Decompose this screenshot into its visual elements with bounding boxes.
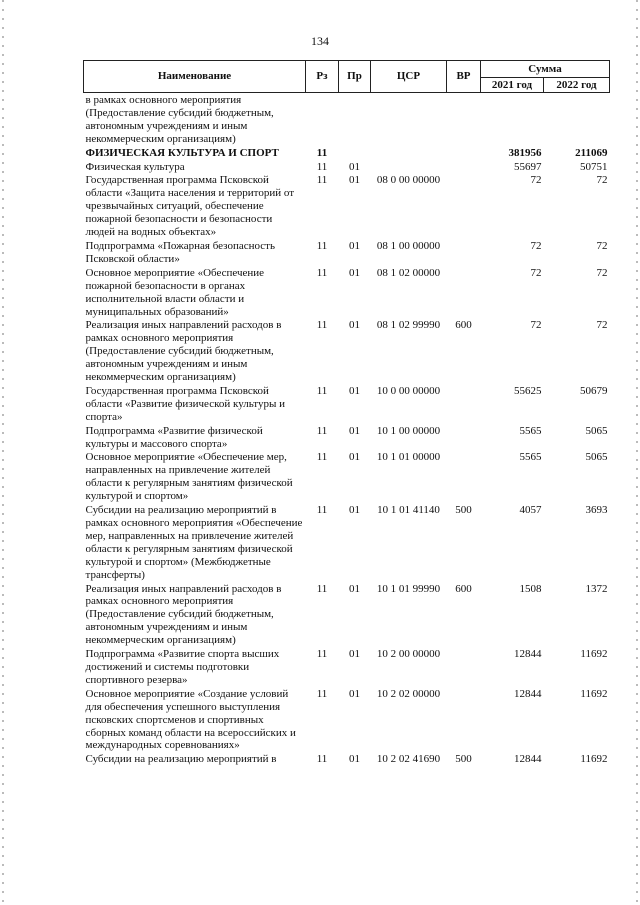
cell-csr: 10 2 02 00000 [376, 687, 441, 700]
cell-csr: 08 1 02 99990 [376, 319, 441, 332]
cell-rz: 11 [316, 239, 328, 252]
cell-csr: 10 1 01 00000 [376, 451, 441, 464]
cell-name: Основное мероприятие «Создание условий для обеспечения успешного выступления псковских спортсменов и спортивных сборных команд области на всероссийских и международных соревнованиях» [85, 687, 296, 752]
cell-vr [447, 687, 481, 753]
header-name: Наименование [84, 61, 306, 93]
cell-2021: 4057 [519, 504, 542, 517]
header-sum: Сумма [481, 61, 610, 78]
cell-2021: 12844 [514, 648, 542, 661]
cell-name: Подпрограмма «Развитие физической культуры и массового спорта» [85, 424, 263, 450]
cell-pr: 01 [349, 319, 360, 332]
cell-pr: 01 [349, 687, 360, 700]
table-row [84, 318, 610, 384]
cell-vr: 600 [455, 319, 472, 332]
table-row [84, 266, 610, 319]
cell-name: Подпрограмма «Развитие спорта высших достижений и системы подготовки спортивного резерва» [85, 648, 280, 686]
cell-csr: 10 1 00 00000 [376, 424, 441, 437]
header-year-2021: 2021 год [481, 78, 544, 93]
cell-2022: 3693 [585, 504, 608, 517]
cell-pr: 01 [349, 504, 360, 517]
page-number: 134 [311, 34, 329, 48]
cell-vr: 500 [455, 753, 472, 766]
table-row [84, 503, 610, 581]
cell-2022: 11692 [580, 753, 608, 766]
cell-2022: 50679 [580, 384, 608, 397]
cell-csr: 08 1 02 00000 [376, 266, 441, 279]
cell-rz: 11 [316, 424, 328, 437]
cell-name: в рамках основного мероприятия (Предоставление субсидий бюджетным, автономным учреждениям и иным некоммерческим организациям) [85, 94, 274, 145]
cell-vr [447, 93, 481, 146]
cell-rz: 11 [316, 174, 328, 187]
cell-2022: 5065 [585, 424, 608, 437]
cell-name: Государственная программа Псковской области «Защита населения и территорий от чрезвычайных ситуаций, обеспечение пожарной безопасности и безопасности людей на водных объектах» [85, 174, 295, 239]
header-csr: ЦСР [371, 61, 447, 93]
cell-name: Государственная программа Псковской области «Развитие физической культуры и спорта» [85, 384, 285, 423]
cell-2021: 72 [530, 174, 542, 187]
cell-2021: 55697 [514, 160, 542, 173]
cell-csr: 10 0 00 00000 [376, 384, 441, 397]
table-row [84, 647, 610, 687]
cell-rz: 11 [316, 504, 328, 517]
table-row [84, 239, 610, 266]
cell-pr [339, 146, 371, 160]
cell-rz: 11 [316, 146, 328, 159]
cell-name: Основное мероприятие «Обеспечение мер, направленных на привлечение жителей области к регулярным занятиям физической культурой и спортом» [85, 451, 293, 503]
cell-2022: 1372 [585, 582, 608, 595]
table-row [84, 384, 610, 424]
table-row [84, 173, 610, 239]
cell-vr [447, 239, 481, 266]
cell-csr [371, 93, 447, 146]
cell-vr [447, 450, 481, 503]
cell-2021: 1508 [519, 582, 542, 595]
table-row [84, 752, 610, 766]
cell-rz: 11 [316, 266, 328, 279]
cell-csr [371, 146, 447, 160]
table-row [84, 687, 610, 753]
cell-2021: 72 [530, 266, 542, 279]
cell-pr [339, 93, 371, 146]
cell-pr: 01 [349, 648, 360, 661]
cell-name: Субсидии на реализацию мероприятий в рамках основного мероприятия «Обеспечение мер, направленных на привлечение жителей области к регулярным занятиям физической культурой и спортом» (Межбюджетные трансферты) [85, 504, 303, 581]
cell-name: Подпрограмма «Пожарная безопасность Псковской области» [85, 239, 275, 265]
cell-name: Реализация иных направлений расходов в рамках основного мероприятия (Предоставление субсидий бюджетным, автономным учреждениям и иным некоммерческим организациям) [85, 319, 282, 384]
header-rz: Рз [306, 61, 339, 93]
cell-name: ФИЗИЧЕСКАЯ КУЛЬТУРА И СПОРТ [85, 146, 279, 159]
table-body [84, 93, 610, 767]
cell-vr [447, 424, 481, 451]
cell-rz: 11 [316, 160, 328, 173]
cell-rz: 11 [316, 687, 328, 700]
cell-pr: 01 [349, 239, 360, 252]
cell-rz: 11 [316, 451, 328, 464]
cell-vr [447, 146, 481, 160]
cell-2021: 5565 [519, 451, 542, 464]
cell-rz: 11 [316, 582, 328, 595]
cell-rz [306, 93, 339, 146]
cell-2022: 72 [596, 319, 608, 332]
header-pr: Пр [339, 61, 371, 93]
cell-csr: 08 0 00 00000 [376, 174, 441, 187]
cell-csr [371, 160, 447, 174]
cell-2021 [481, 93, 544, 146]
cell-rz: 11 [316, 648, 328, 661]
cell-csr: 10 1 01 41140 [377, 504, 440, 517]
cell-2022: 211069 [575, 146, 608, 159]
cell-name: Основное мероприятие «Обеспечение пожарной безопасности в органах исполнительной власти области и муниципальных образований» [85, 266, 265, 318]
cell-2021: 12844 [514, 753, 542, 766]
cell-2021: 72 [530, 239, 542, 252]
cell-2022: 72 [596, 239, 608, 252]
table-row [84, 450, 610, 503]
header-vr: ВР [447, 61, 481, 93]
scan-edge-left [2, 0, 4, 905]
scan-edge-right [636, 0, 638, 905]
header-year-2022: 2022 год [544, 78, 610, 93]
cell-pr: 01 [349, 384, 360, 397]
cell-csr: 08 1 00 00000 [376, 239, 441, 252]
cell-vr [447, 266, 481, 319]
cell-name: Субсидии на реализацию мероприятий в [85, 753, 277, 766]
cell-name: Физическая культура [85, 160, 185, 173]
cell-pr: 01 [349, 424, 360, 437]
cell-2021: 72 [530, 319, 542, 332]
cell-2022: 11692 [580, 648, 608, 661]
cell-2022: 50751 [580, 160, 608, 173]
cell-vr [447, 173, 481, 239]
cell-rz: 11 [316, 384, 328, 397]
cell-pr: 01 [349, 451, 360, 464]
cell-2021: 5565 [519, 424, 542, 437]
cell-vr [447, 647, 481, 687]
cell-pr: 01 [349, 753, 360, 766]
budget-table [83, 60, 610, 766]
cell-2022: 5065 [585, 451, 608, 464]
cell-vr [447, 384, 481, 424]
cell-pr: 01 [349, 174, 360, 187]
cell-csr: 10 1 01 99990 [376, 582, 441, 595]
table-row [84, 93, 610, 146]
cell-pr: 01 [349, 160, 360, 173]
table-row [84, 160, 610, 174]
cell-2021: 55625 [514, 384, 542, 397]
cell-vr [447, 160, 481, 174]
cell-2021: 381956 [508, 146, 542, 159]
cell-rz: 11 [316, 753, 328, 766]
cell-name: Реализация иных направлений расходов в рамках основного мероприятия (Предоставление субсидий бюджетным, автономным учреждениям и иным некоммерческим организациям) [85, 582, 282, 647]
cell-csr: 10 2 00 00000 [376, 648, 441, 661]
cell-pr: 01 [349, 582, 360, 595]
cell-rz: 11 [316, 319, 328, 332]
cell-2022: 72 [596, 174, 608, 187]
cell-2022: 72 [596, 266, 608, 279]
table-row [84, 424, 610, 451]
cell-2021: 12844 [514, 687, 542, 700]
cell-pr: 01 [349, 266, 360, 279]
cell-2022 [544, 93, 610, 146]
table-row [84, 146, 610, 160]
table-header [84, 61, 610, 93]
cell-csr: 10 2 02 41690 [376, 753, 441, 766]
cell-2022: 11692 [580, 687, 608, 700]
cell-vr: 600 [455, 582, 472, 595]
cell-vr: 500 [455, 504, 472, 517]
table-row [84, 582, 610, 648]
